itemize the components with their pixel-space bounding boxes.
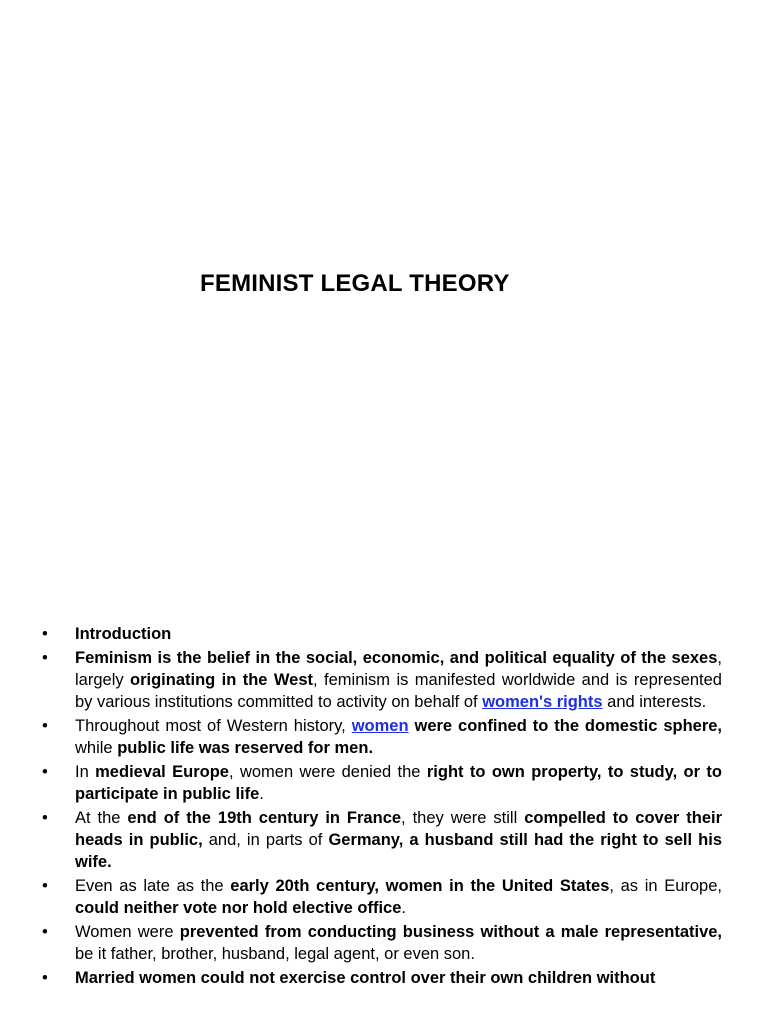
bullet-list	[42, 623, 722, 991]
bold-text: end of the 19th century in France	[127, 809, 402, 827]
bold-text: could neither vote nor hold elective office	[75, 899, 402, 917]
text-run: At the	[75, 809, 128, 827]
text-run: be it father, brother, husband, legal agent, or even son.	[75, 945, 475, 963]
text-run: In	[75, 763, 96, 781]
page-title: FEMINIST LEGAL THEORY	[200, 270, 510, 297]
list-item	[42, 967, 722, 989]
text-run: and, in parts of	[202, 831, 329, 849]
list-item	[42, 875, 722, 919]
text-run: Even as late as the	[75, 877, 231, 895]
text-run: Women were	[75, 923, 180, 941]
bold-text: public life was reserved for men.	[117, 739, 374, 757]
text-run: Throughout most of Western history,	[75, 717, 352, 735]
bold-text: compelled to cover their heads in public,	[75, 809, 722, 849]
hyperlink[interactable]: women	[351, 717, 409, 735]
bold-text: Introduction	[75, 625, 172, 643]
text-run: , as in Europe,	[609, 877, 722, 895]
text-run: and interests.	[602, 693, 707, 711]
bold-text: medieval Europe	[95, 763, 229, 781]
list-item	[42, 715, 722, 759]
list-item	[42, 647, 722, 713]
text-run: , they were still	[401, 809, 525, 827]
hyperlink[interactable]: women's rights	[482, 693, 603, 711]
bold-text: originating in the West	[130, 671, 314, 689]
bold-text: Feminism is the belief in the social, economic, and political equality of the sexes	[75, 649, 718, 667]
text-run: , feminism is manifested worldwide and is represented by various institutions committed to activity on behalf of	[75, 671, 722, 711]
bold-text: were confined to the domestic sphere,	[414, 717, 723, 735]
list-item	[42, 623, 722, 645]
list-item	[42, 807, 722, 873]
bold-text: Married women could not exercise control over their own children without	[75, 969, 656, 987]
text-run: while	[75, 739, 118, 757]
bold-text: Germany, a husband still had the right to sell his wife.	[75, 831, 722, 871]
text-run: .	[259, 785, 264, 803]
text-run: .	[401, 899, 406, 917]
list-item	[42, 761, 722, 805]
bold-text: right to own property, to study, or to participate in public life	[75, 763, 722, 803]
text-run: , largely	[75, 649, 722, 689]
list-item	[42, 921, 722, 965]
bold-text: prevented from conducting business without a male representative,	[179, 923, 723, 941]
bold-text: early 20th century, women in the United States	[230, 877, 610, 895]
text-run: , women were denied the	[228, 763, 427, 781]
